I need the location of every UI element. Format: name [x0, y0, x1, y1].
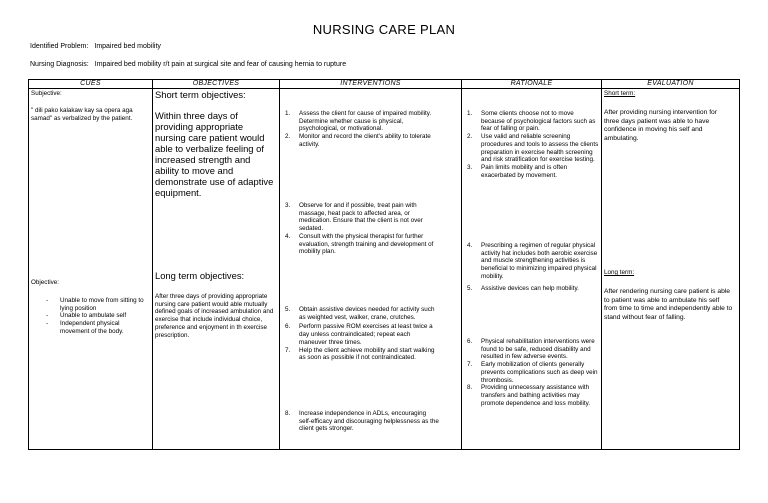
list-item: 1. Some clients choose not to move because of psychological factors such as fear of falling or pain.	[467, 110, 596, 133]
list-item: 7. Early mobilization of clients generally prevents complications such as deep vein thrombosis.	[467, 361, 598, 384]
long-term-objectives-text: After three days of providing appropriate nursing care patient would able mutually defined goals of increased ambulation and exercise that include individual choice, preference and enjoyment in th exercise prescription.	[155, 293, 274, 339]
objective-label: Objective:	[31, 279, 59, 286]
intervention-group-2	[285, 202, 439, 256]
subjective-label: Subjective:	[31, 90, 62, 97]
identified-problem	[30, 43, 161, 50]
identified-problem-value: Impaired bed mobility	[94, 43, 161, 50]
list-item: 3. Pain limits mobility and is often exacerbated by movement.	[467, 163, 568, 179]
list-item: 2. Monitor and record the client's ability to tolerate activity.	[285, 133, 431, 148]
list-item: 5. Assistive devices can help mobility.	[467, 284, 579, 292]
subjective-text: " dili pako kalakaw kay sa opera aga samad" as verbalized by the patient.	[31, 107, 133, 122]
list-item: 3. Observe for and if possible, treat pain with massage, heat pack to affected area, or medication. Ensure that the client is not over sedated.	[285, 202, 423, 233]
intervention-group-3	[285, 306, 439, 362]
list-item: - Independent physical movement of the body.	[46, 320, 124, 335]
page-title: NURSING CARE PLAN	[312, 22, 456, 37]
header-row	[29, 80, 740, 89]
identified-problem-label: Identified Problem:	[30, 43, 89, 50]
list-item: 8. Providing unnecessary assistance with transfers and bathing activities may promote dependence and loss mobility.	[467, 384, 591, 407]
header-objectives: OBJECTIVES	[153, 80, 280, 89]
header-cues: CUES	[29, 80, 153, 89]
cues-cell	[29, 89, 153, 450]
evaluation-long-term-text: After rendering nursing care patient is able to patient was able to ambulate his self from time to time and independently able to stand without fear of falling.	[604, 288, 733, 321]
intervention-group-4	[285, 410, 439, 433]
rationale-group-2	[467, 242, 599, 292]
list-item: 5. Obtain assistive devices needed for activity such as weighted vest, walker, crane, crutches.	[285, 306, 435, 321]
rationale-group-3	[467, 338, 599, 407]
rationale-group-1	[467, 110, 599, 179]
header-evaluation: EVALUATION	[602, 80, 740, 89]
interventions-cell	[280, 89, 462, 450]
nursing-diagnosis-label: Nursing Diagnosis:	[30, 61, 89, 68]
header-rationale: RATIONALE	[462, 80, 602, 89]
care-plan-table	[28, 79, 740, 450]
evaluation-short-term-text: After providing nursing intervention for three days patient was able to have confidence in moving his self and ambulating.	[604, 109, 718, 142]
list-item: - Unable to ambulate self	[46, 312, 127, 320]
objective-list	[46, 297, 150, 336]
list-item: 6. Physical rehabilitation interventions were found to be safe, reduced disability and resulted in few adverse events.	[467, 338, 595, 361]
evaluation-long-term-label: Long term:	[604, 269, 635, 276]
objectives-cell	[153, 89, 280, 450]
list-item: 4. Prescribing a regimen of regular physical activity hat includes both aerobic exercise and muscle strengthening activities is beneficial to minimizing impaired physical mobility.	[467, 242, 598, 280]
list-item: 7. Help the client achieve mobility and start walking as soon as possible if not contraindicated.	[285, 346, 435, 362]
list-item: 8. Increase independence in ADLs, encouraging self-efficacy and discouraging helplessness as the client gets stronger.	[285, 410, 439, 433]
rationale-cell	[462, 89, 602, 450]
short-term-objectives-label: Short term objectives:	[155, 89, 246, 100]
long-term-objectives-label: Long term objectives:	[155, 270, 245, 281]
list-item: 1. Assess the client for cause of impaired mobility. Determine whether cause is physical, psychological, or motivational.	[285, 110, 432, 133]
intervention-group-1	[285, 110, 439, 149]
list-item: 2. Use valid and reliable screening procedures and tools to assess the clients preparation in exercise health screening and risk stratification for exercise testing.	[467, 133, 599, 164]
short-term-objectives-text: Within three days of providing appropriate nursing care patient would able to verbalize feeling of increased strength and ability to move and demonstrate use of adaptive equipment.	[155, 110, 274, 198]
list-item: - Unable to move from sitting to lying position	[46, 297, 144, 312]
list-item: 6. Perform passive ROM exercises at least twice a day unless contraindicated; repeat each maneuver three times.	[285, 323, 433, 346]
nursing-diagnosis-value: Impaired bed mobility r/t pain at surgical site and fear of causing hernia to rupture	[94, 61, 347, 68]
nursing-diagnosis	[30, 61, 346, 68]
plan-row	[29, 89, 740, 450]
header-interventions: INTERVENTIONS	[280, 80, 462, 89]
list-item: 4. Consult with the physical therapist for further evaluation, strength training and development of mobility plan.	[285, 232, 434, 256]
evaluation-cell	[602, 89, 740, 450]
evaluation-short-term-label: Short term:	[604, 90, 636, 97]
